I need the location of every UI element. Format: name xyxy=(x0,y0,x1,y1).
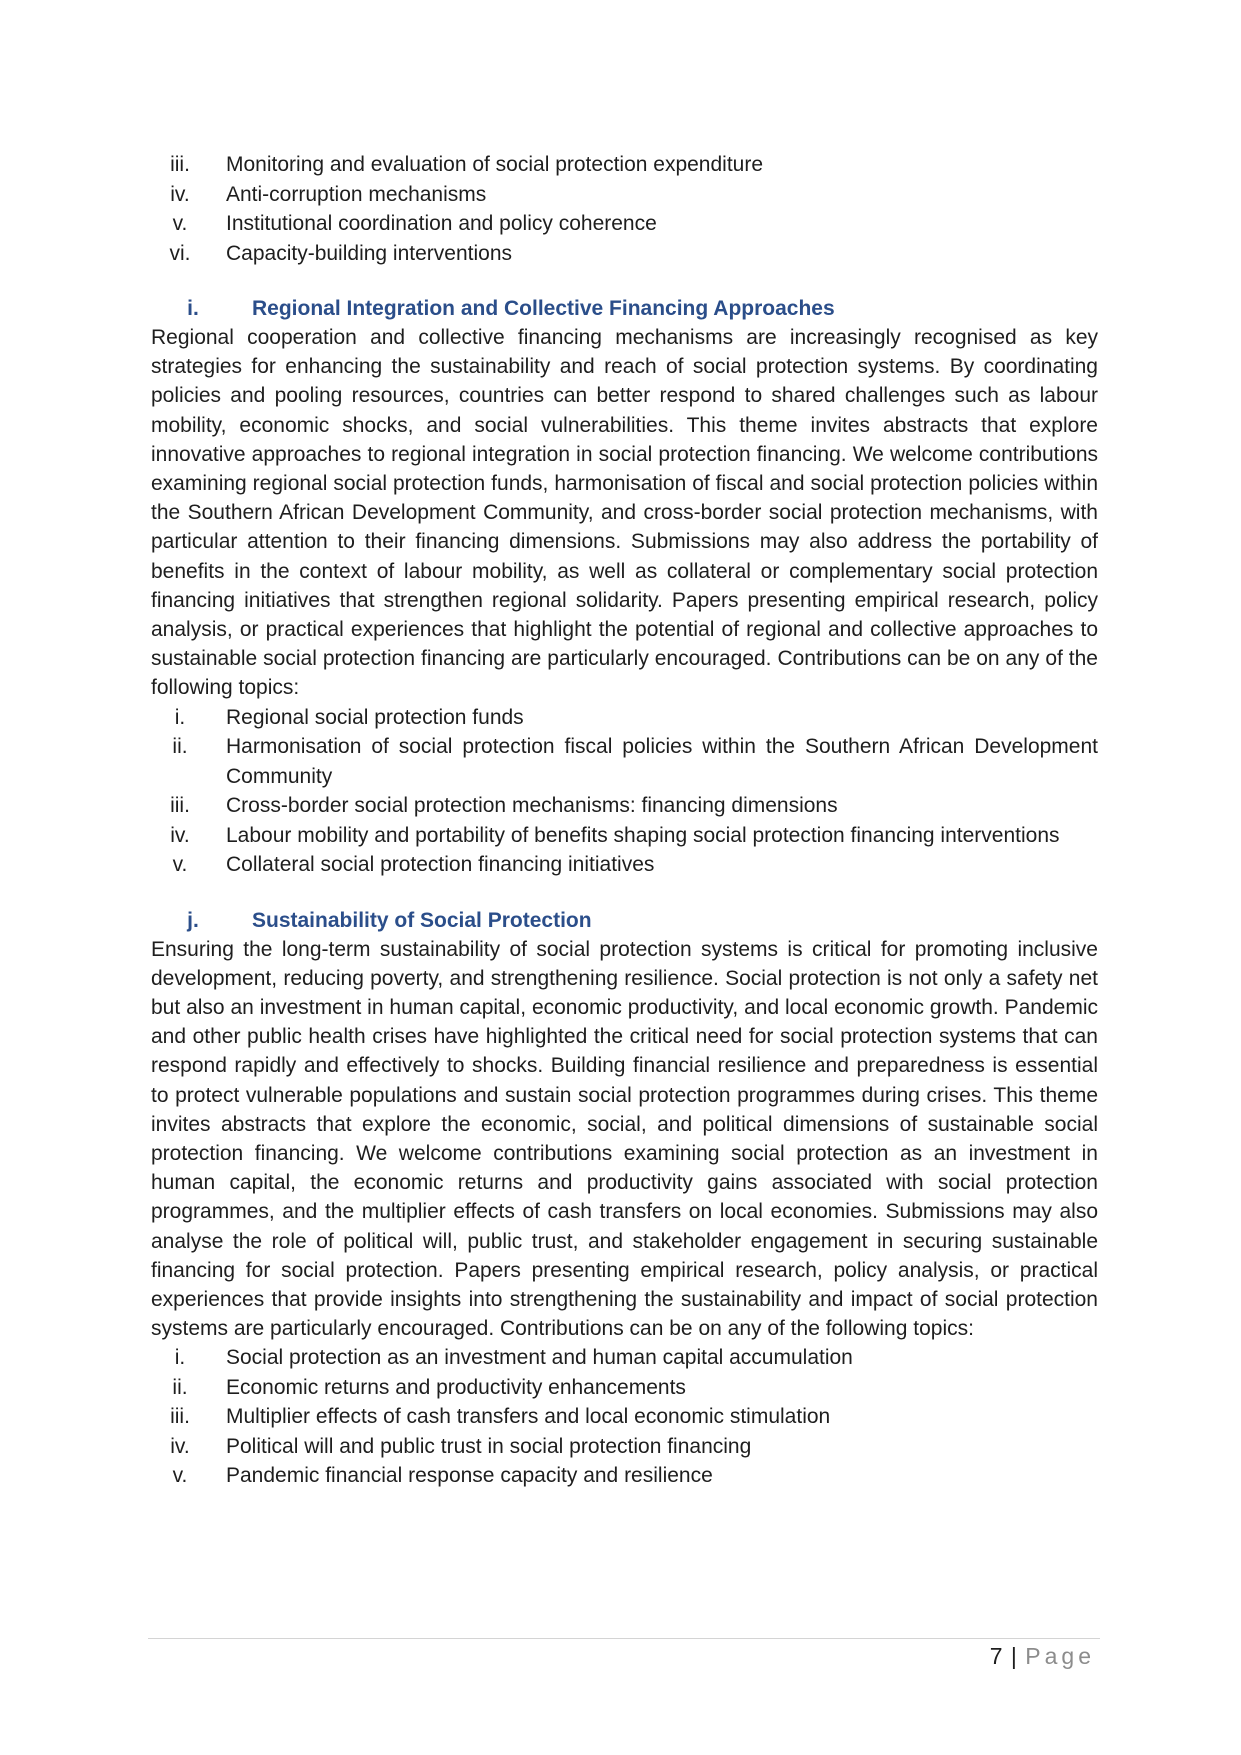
section-title: Sustainability of Social Protection xyxy=(252,908,592,932)
section-heading-sustainability xyxy=(151,906,1098,935)
section-title: Regional Integration and Collective Financing Approaches xyxy=(252,297,835,320)
list-item: iv. Political will and public trust in social protection financing xyxy=(170,1434,752,1458)
page-number: 7 xyxy=(989,1643,1004,1669)
section-number: j. xyxy=(187,908,199,932)
section-number: i. xyxy=(187,297,199,320)
list-item: iii. Multiplier effects of cash transfers and local economic stimulation xyxy=(170,1405,831,1429)
list-item: iv. Labour mobility and portability of benefits shaping social protection financing interventions xyxy=(170,823,1060,847)
topic-list xyxy=(151,1343,1098,1491)
list-item: vi. Capacity-building interventions xyxy=(169,241,512,265)
list-item: iv. Anti-corruption mechanisms xyxy=(170,182,487,206)
footer-divider xyxy=(148,1638,1100,1639)
page-footer xyxy=(990,1643,1095,1670)
list-item: v. Collateral social protection financing initiatives xyxy=(172,853,655,877)
page-content xyxy=(151,150,1098,1491)
section-paragraph: Regional cooperation and collective financing mechanisms are increasingly recognised as key strategies for enhancing the sustainability and reach of social protection systems. By coordinating policies and pooling resources, countries can better respond to shared challenges such as labour mobility, economic shocks, and social vulnerabilities. This theme invites abstracts that explore innovative approaches to regional integration in social protection financing. We welcome contributions examining regional social protection funds, harmonisation of fiscal and social protection policies within the Southern African Development Community, and cross-border social protection mechanisms, with particular attention to their financing dimensions. Submissions may also address the portability of benefits in the context of labour mobility, as well as collateral or complementary social protection financing initiatives that strengthen regional solidarity. Papers presenting empirical research, policy analysis, or practical experiences that highlight the potential of regional and collective approaches to sustainable social protection financing are particularly encouraged. Contributions can be on any of the following topics: xyxy=(151,326,1098,700)
section-paragraph: Ensuring the long-term sustainability of social protection systems is critical for promoting inclusive development, reducing poverty, and strengthening resilience. Social protection is not only a safety net but also an investment in human capital, economic productivity, and local economic growth. Pandemic and other public health crises have highlighted the critical need for social protection systems that can respond rapidly and effectively to shocks. Building financial resilience and preparedness is essential to protect vulnerable populations and sustain social protection programmes during crises. This theme invites abstracts that explore the economic, social, and political dimensions of sustainable social protection financing. We welcome contributions examining social protection as an investment in human capital, the economic returns and productivity gains associated with social protection programmes, and the multiplier effects of cash transfers on local economies. Submissions may also analyse the role of political will, public trust, and stakeholder engagement in securing sustainable financing for social protection. Papers presenting empirical research, policy analysis, or practical experiences that provide insights into strengthening the sustainability and impact of social protection systems are particularly encouraged. Contributions can be on any of the following topics: xyxy=(151,937,1098,1341)
list-item: iii. Cross-border social protection mechanisms: financing dimensions xyxy=(170,794,838,818)
top-list xyxy=(151,150,1098,268)
section-heading-regional-integration xyxy=(151,294,1098,323)
page-label: Page xyxy=(1025,1643,1095,1669)
list-item: i. Regional social protection funds xyxy=(174,705,524,729)
list-item: ii. Economic returns and productivity enhancements xyxy=(172,1375,686,1399)
list-item: v. Pandemic financial response capacity and resilience xyxy=(172,1464,713,1488)
topic-list xyxy=(151,703,1098,880)
list-item: iii. Monitoring and evaluation of social protection expenditure xyxy=(170,153,764,176)
list-item: i. Social protection as an investment and human capital accumulation xyxy=(174,1346,853,1370)
footer-separator: | xyxy=(1010,1643,1018,1669)
list-item: ii. Harmonisation of social protection fiscal policies within the Southern African Development Community xyxy=(172,735,1098,788)
list-item: v. Institutional coordination and policy coherence xyxy=(172,212,657,235)
